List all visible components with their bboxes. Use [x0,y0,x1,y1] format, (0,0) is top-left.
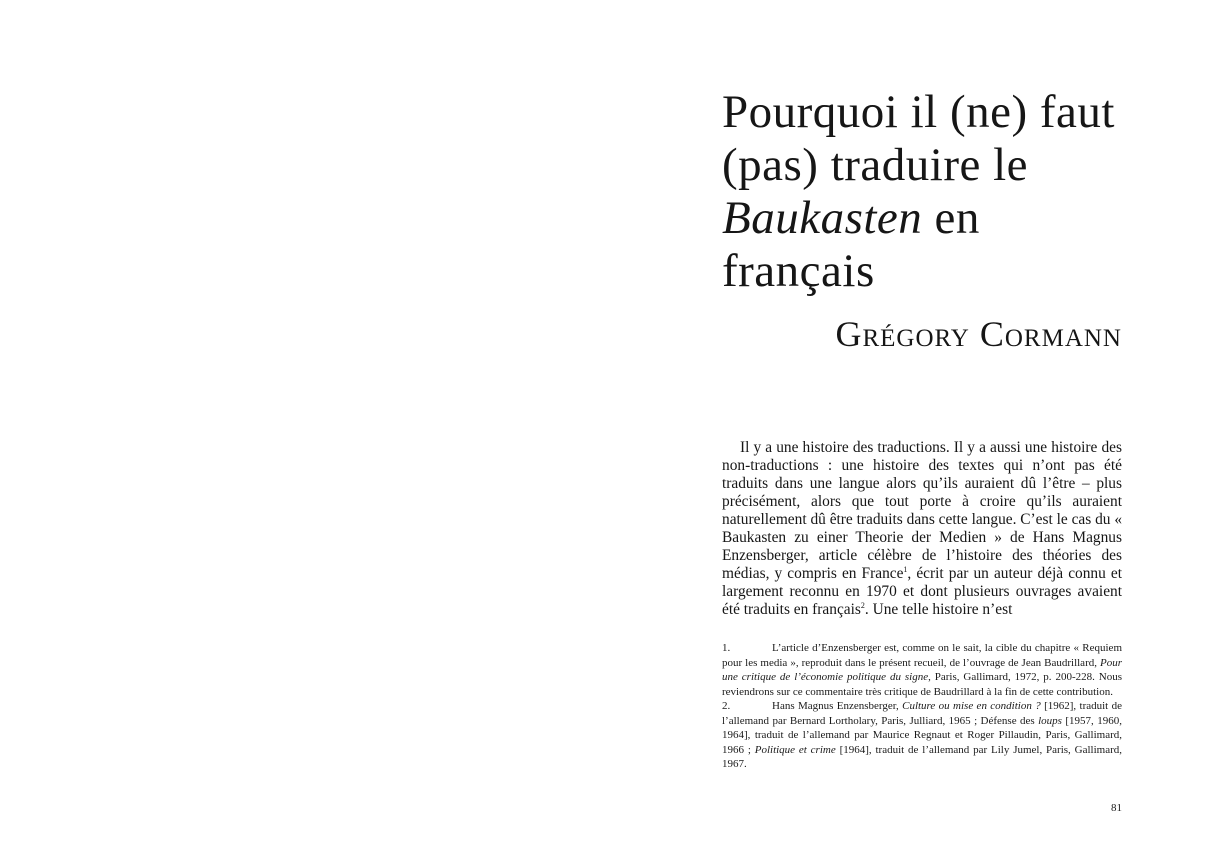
footnote-italic: loups [1038,714,1062,727]
author-name: Grégory Cormann [835,314,1122,354]
body-text-b: , écrit par un auteur déjà connu et largement reconnu en 1970 et dont plusieurs ouvrages avaient été traduits en français [722,565,1122,618]
title-part-1: Pourquoi il (ne) faut (pas) traduire le [722,86,1115,191]
right-page [614,0,1228,866]
footnote-text: Hans Magnus Enzensberger, [772,700,903,712]
body-text-a: Il y a une histoire des traductions. Il y a aussi une histoire des non-traductions : une histoire des textes qui n’ont pas été traduits dans une langue alors qu’ils auraient dû l’être – plus précisément, alors que tout porte à croire qu’ils auraient naturellement dû être traduits dans cette langue. C’est le cas du « Baukasten zu einer Theorie der Medien » de Hans Magnus Enzensberger, article célèbre de l’histoire des théories des médias, y compris en France [722,439,1123,582]
footnote-text: L’article d’Enzensberger est, comme on le sait, la cible du chapitre « Requiem pour les media », reproduit dans le présent recueil, de l’ouvrage de Jean Baudrillard, [722,642,1122,669]
footnote-italic: Politique et crime [754,743,836,756]
footnote-italic: Pour une critique de l’économie politique du signe [722,656,1122,683]
footnote-text: [1957, 1960, 1964], traduit de l’allemand par Maurice Regnaut et Roger Pillaudin, Paris, Gallimard, 1966 ; [722,714,1122,756]
footnote-1 [722,641,1122,699]
footnote-number: 2. [722,700,731,712]
footnote-italic: Culture ou mise en condition ? [902,700,1041,712]
body-paragraph [722,439,1122,619]
title-part-2: en français [722,192,980,297]
footnotes [722,641,1122,772]
footnote-number: 1. [722,642,731,654]
footnote-ref-1: 1 [903,564,908,574]
footnote-text: [1964], traduit de l’allemand par Lily Jumel, Paris, Gallimard, 1967. [722,743,1122,770]
footnote-text: , Paris, Gallimard, 1972, p. 200-228. Nous reviendrons sur ce commentaire très critique de Baudrillard à la fin de cette contribution. [722,671,1122,698]
footnote-text: [1962], traduit de l’allemand par Bernard Lortholary, Paris, Julliard, 1965 ; Défense des [722,700,1122,727]
footnote-2 [722,699,1122,772]
title-italic-word: Baukasten [722,192,923,244]
article-title [722,86,1142,298]
body-text-c: . Une telle histoire n’est [864,601,1013,618]
footnote-ref-2: 2 [860,600,865,610]
page-number: 81 [1111,802,1122,814]
